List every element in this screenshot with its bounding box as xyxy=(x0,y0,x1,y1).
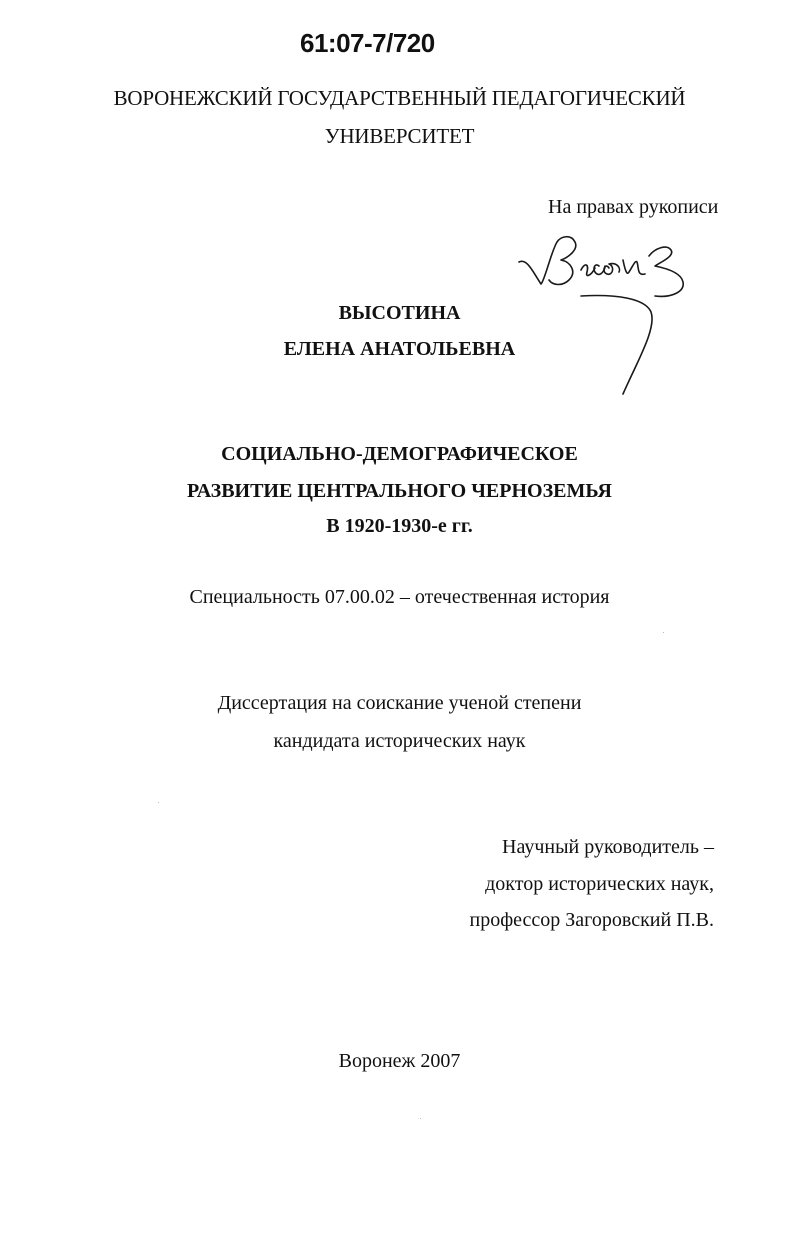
dissertation-line-2: кандидата исторических наук xyxy=(273,730,526,752)
supervisor-line-1: Научный руководитель – xyxy=(502,836,714,858)
specialty-line: Специальность 07.00.02 – отечественная история xyxy=(189,586,610,608)
university-name-line-2: УНИВЕРСИТЕТ xyxy=(324,124,475,148)
scan-speck xyxy=(663,632,664,633)
thesis-title-line-2: РАЗВИТИЕ ЦЕНТРАЛЬНОГО ЧЕРНОЗЕМЬЯ xyxy=(187,480,612,502)
author-surname: ВЫСОТИНА xyxy=(338,302,461,324)
author-given-names: ЕЛЕНА АНАТОЛЬЕВНА xyxy=(283,338,516,360)
thesis-title-line-3: В 1920-1930-е гг. xyxy=(326,515,473,537)
thesis-title-line-1: СОЦИАЛЬНО-ДЕМОГРАФИЧЕСКОЕ xyxy=(221,443,578,465)
supervisor-line-2: доктор исторических наук, xyxy=(485,873,714,895)
manuscript-rights-note: На правах рукописи xyxy=(548,196,719,218)
dissertation-line-1: Диссертация на соискание ученой степени xyxy=(217,692,582,714)
university-name-line-1: ВОРОНЕЖСКИЙ ГОСУДАРСТВЕННЫЙ ПЕДАГОГИЧЕСКИЙ xyxy=(113,86,686,110)
scan-speck xyxy=(420,1118,421,1119)
city-and-year: Воронеж 2007 xyxy=(338,1050,461,1072)
library-stamp-number: 61:07-7/720 xyxy=(300,28,435,58)
scan-speck xyxy=(158,802,159,803)
supervisor-line-3: профессор Загоровский П.В. xyxy=(469,909,714,931)
